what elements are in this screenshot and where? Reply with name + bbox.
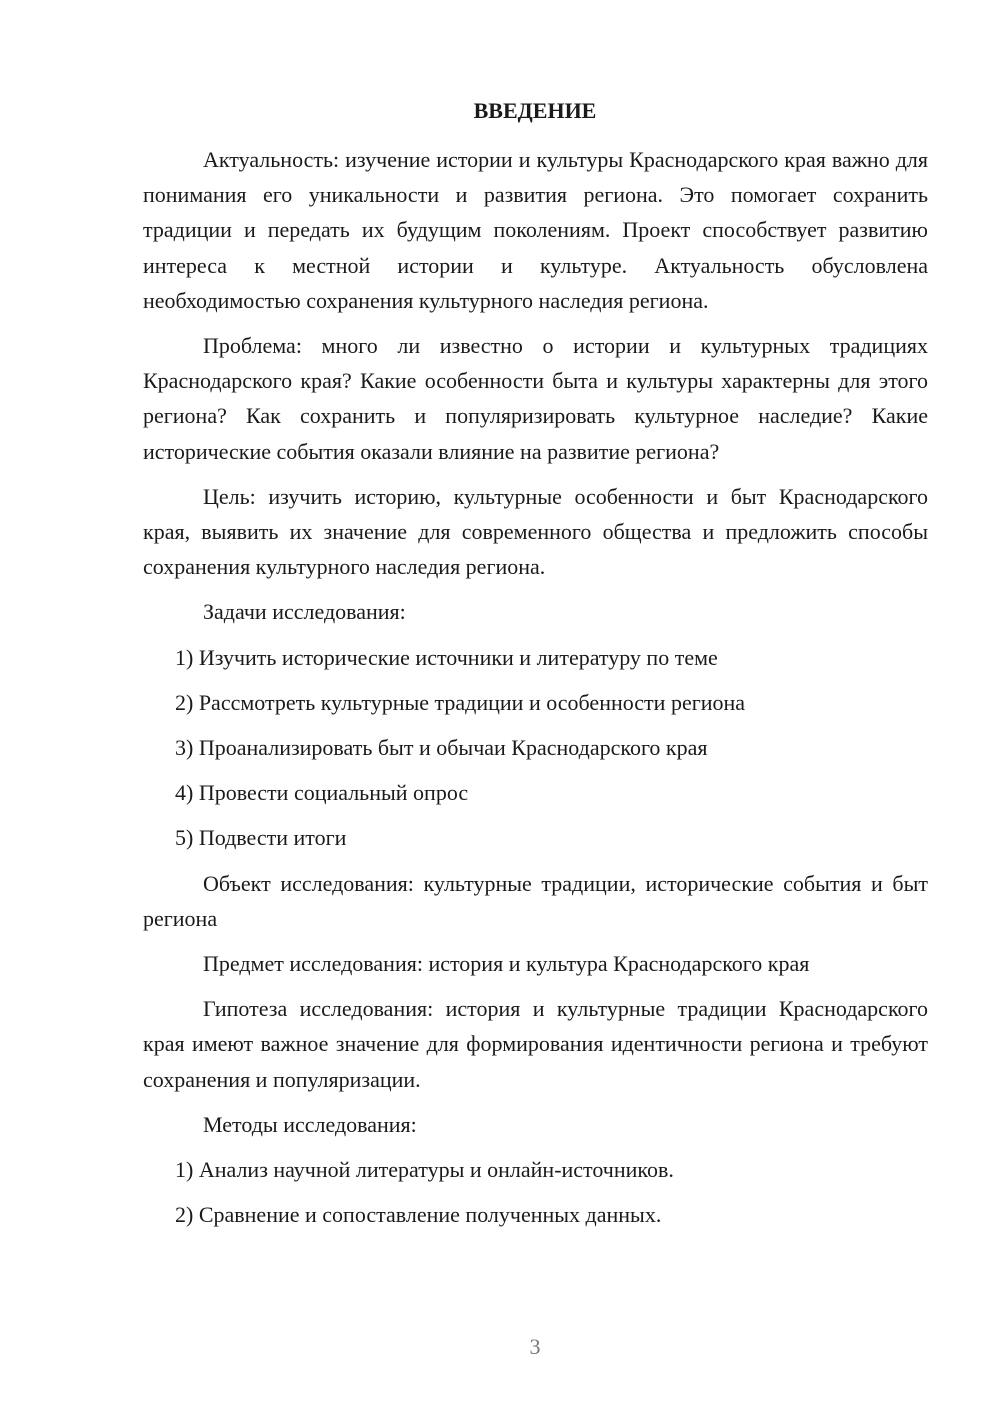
method-item: 2) Сравнение и сопоставление полученных данных. (175, 1202, 662, 1228)
hypothesis-paragraph: Гипотеза исследования: история и культурные традиции Краснодарского края имеют важное значение для формирования идентичности региона и требуют сохранения и популяризации. (143, 996, 928, 1092)
methods-heading: Методы исследования: (203, 1111, 417, 1137)
method-item: 1) Анализ научной литературы и онлайн-источников. (175, 1157, 674, 1183)
task-item: 1) Изучить исторические источники и литературу по теме (175, 644, 718, 670)
page-number: 3 (529, 1334, 541, 1359)
section-title: ВВЕДЕНИЕ (473, 98, 597, 123)
relevance-paragraph: Актуальность: изучение истории и культуры Краснодарского края важно для понимания его уникальности и развития региона. Это помогает сохранить традиции и передать их будущим поколениям. Проект способствует развитию интереса к местной истории и культуре. Актуальность обусловлена необходимостью сохранения культурного наследия региона. (143, 147, 928, 313)
goal-paragraph: Цель: изучить историю, культурные особенности и быт Краснодарского края, выявить их значение для современного общества и предложить способы сохранения культурного наследия региона. (143, 483, 928, 580)
problem-paragraph: Проблема: много ли известно о истории и культурных традициях Краснодарского края? Какие особенности быта и культуры характерны для этого региона? Как сохранить и популяризировать культурное наследие? Какие исторические события оказали влияние на развитие региона? (143, 333, 928, 464)
object-paragraph: Объект исследования: культурные традиции, исторические события и быт региона (143, 870, 928, 931)
document-body (143, 142, 928, 1242)
task-item: 5) Подвести итоги (175, 825, 347, 851)
tasks-heading: Задачи исследования: (203, 599, 406, 625)
task-item: 2) Рассмотреть культурные традиции и особенности региона (175, 689, 746, 715)
subject-paragraph: Предмет исследования: история и культура Краснодарского края (203, 951, 810, 977)
task-item: 3) Проанализировать быт и обычаи Краснодарского края (175, 735, 708, 761)
task-item: 4) Провести социальный опрос (175, 780, 469, 806)
